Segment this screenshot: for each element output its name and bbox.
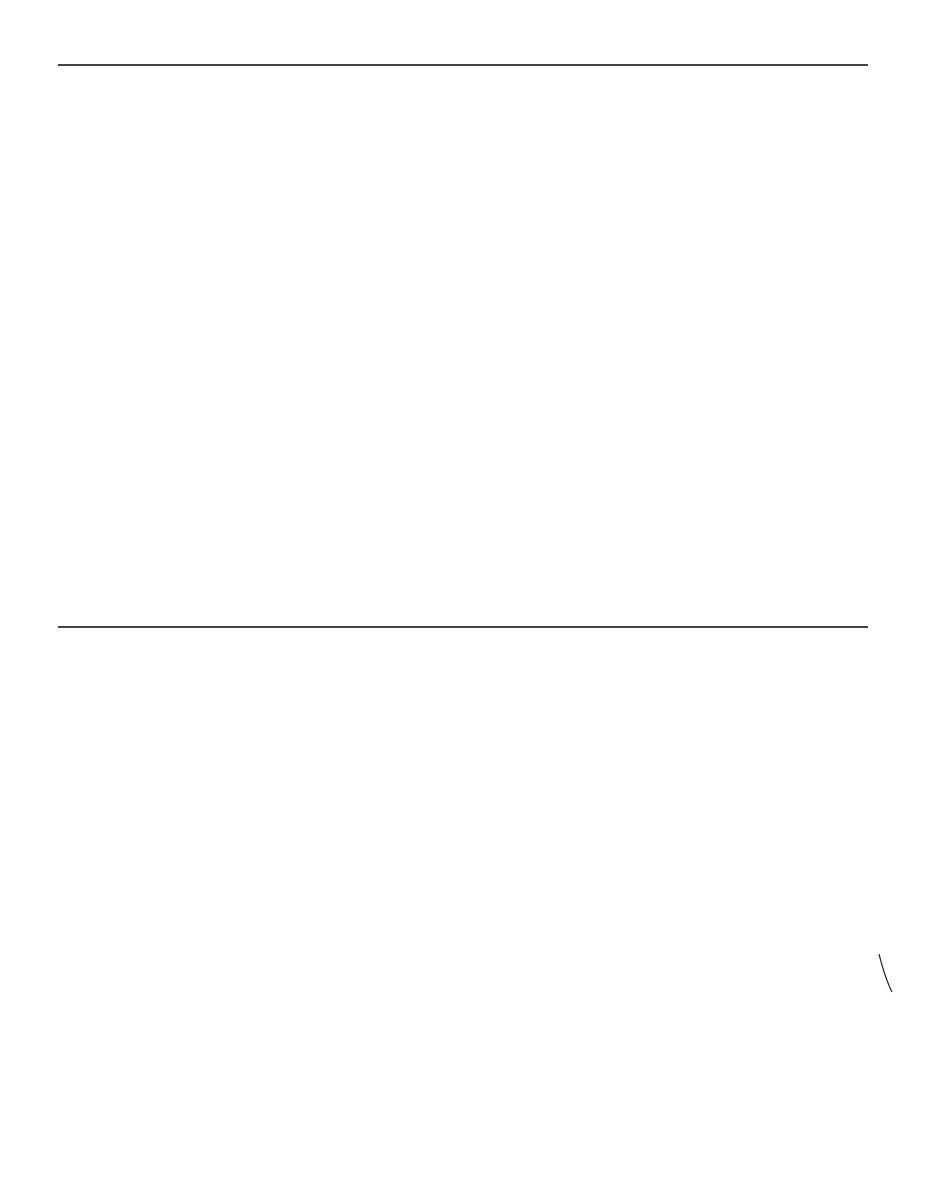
months-jul-dec (58, 626, 868, 628)
pen-mark (876, 952, 896, 996)
calendar-title (0, 10, 927, 54)
months-jan-jun (58, 64, 868, 66)
